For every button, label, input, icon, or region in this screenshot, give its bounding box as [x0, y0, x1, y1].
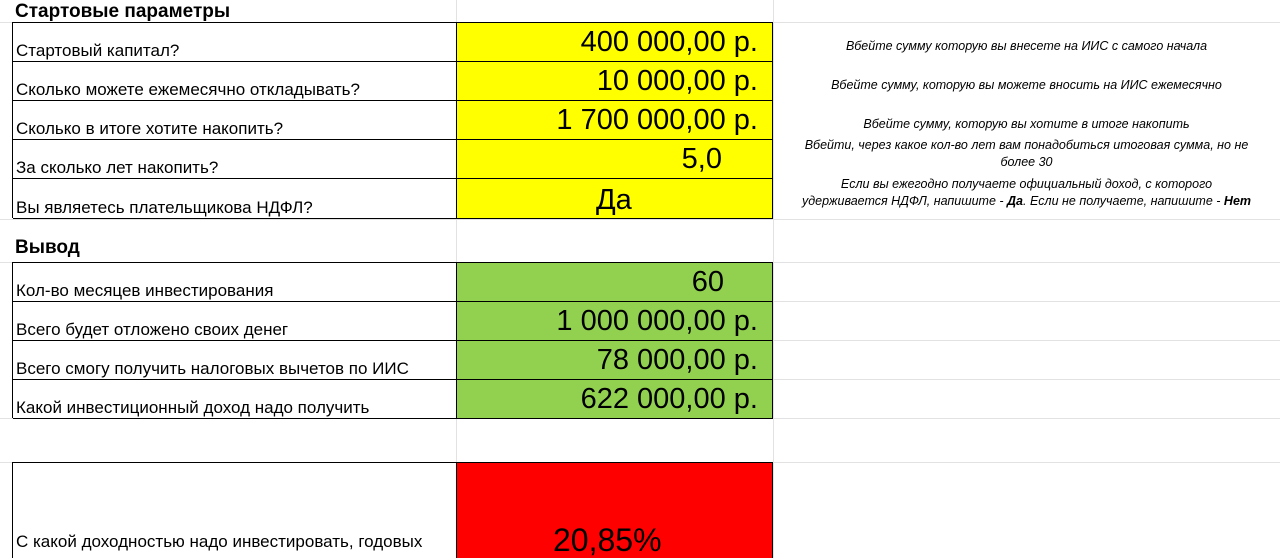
hint-years — [773, 137, 1280, 171]
investment-income-cell[interactable]: 622 000,00 р. — [457, 380, 773, 419]
output-label-deductions: Всего смогу получить налоговых вычетов по ИИС — [13, 341, 457, 380]
gridline — [773, 340, 1280, 341]
hint-start-capital: Вбейте сумму которую вы внесете на ИИС с самого начала — [845, 39, 1208, 53]
output-label-income: Какой инвестиционный доход надо получить — [13, 380, 457, 419]
hint-ndfl-yes: Да — [1007, 194, 1024, 208]
tax-deductions-cell[interactable]: 78 000,00 р. — [457, 341, 773, 380]
hint-ndfl-text: удерживается НДФЛ, напишите - — [801, 194, 1008, 208]
hint-monthly: Вбейте сумму, которую вы можете вносить на ИИС ежемесячно — [831, 78, 1222, 92]
required-yield-cell[interactable]: 20,85% — [457, 463, 773, 558]
input-label-ndfl: Вы являетесь плательщикова НДФЛ? — [13, 179, 457, 219]
start-capital-cell[interactable]: 400 000,00 р. — [457, 23, 773, 62]
input-label-years: За сколько лет накопить? — [13, 140, 457, 179]
input-label-monthly: Сколько можете ежемесячно откладывать? — [13, 62, 457, 101]
hint-target: Вбейте сумму, которую вы хотите в итоге накопить — [863, 117, 1190, 131]
output-label-months: Кол-во месяцев инвестирования — [13, 263, 457, 302]
ndfl-payer-cell[interactable]: Да — [457, 179, 773, 219]
hint-ndfl-text: . Если не получаете, напишите - — [1023, 194, 1224, 208]
section-title-start: Стартовые параметры — [15, 1, 231, 22]
years-cell[interactable]: 5,0 — [457, 140, 773, 179]
monthly-savings-cell[interactable]: 10 000,00 р. — [457, 62, 773, 101]
gridline — [0, 219, 1280, 220]
hint-ndfl-line1: Если вы ежегодно получаете официальный доход, с которого — [840, 177, 1213, 191]
months-cell[interactable]: 60 — [457, 263, 773, 302]
hint-years-line2: более 30 — [1000, 155, 1053, 169]
hint-ndfl-line2 — [773, 193, 1280, 210]
hint-ndfl-no: Нет — [1223, 194, 1252, 208]
gridline — [773, 379, 1280, 380]
output-label-saved: Всего будет отложено своих денег — [13, 302, 457, 341]
target-amount-cell[interactable]: 1 700 000,00 р. — [457, 101, 773, 140]
input-label-target: Сколько в итоге хотите накопить? — [13, 101, 457, 140]
hint-ndfl — [773, 176, 1280, 210]
input-label-start-capital: Стартовый капитал? — [13, 23, 457, 62]
hint-years-line1: Вбейти, через какое кол-во лет вам понадобиться итоговая сумма, но не — [804, 138, 1249, 152]
result-label: С какой доходностью надо инвестировать, годовых — [13, 463, 457, 558]
section-title-output: Вывод — [15, 237, 80, 258]
saved-total-cell[interactable]: 1 000 000,00 р. — [457, 302, 773, 341]
gridline — [773, 301, 1280, 302]
